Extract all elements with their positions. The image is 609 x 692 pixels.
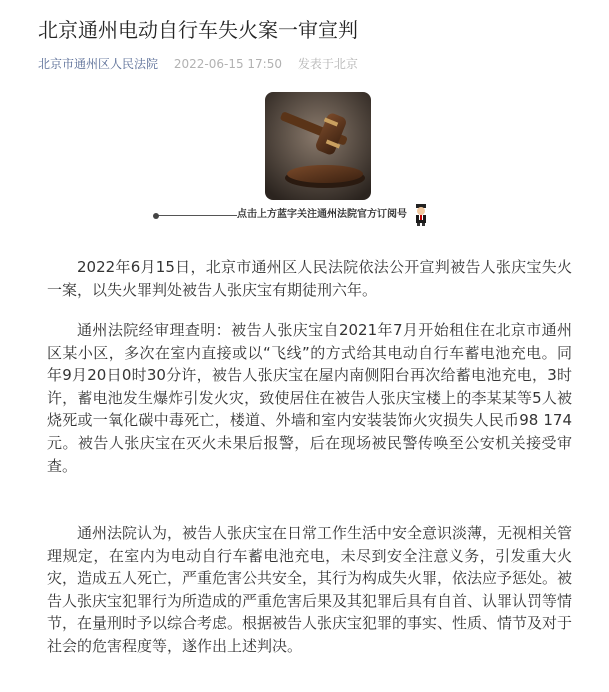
article-meta: [38, 56, 358, 72]
account-name-link[interactable]: 北京市通州区人民法院: [38, 57, 159, 71]
banner-divider: [155, 215, 237, 216]
article-paragraph: 2022年6月15日，北京市通州区人民法院依法公开宣判被告人张庆宝失火一案，以失火罪判处被告人张庆宝有期徒刑六年。: [47, 258, 572, 299]
subscribe-banner[interactable]: [155, 92, 455, 227]
article-paragraph: 通州法院认为，被告人张庆宝在日常工作生活中安全意识淡薄，无视相关管理规定，在室内为电动自行车蓄电池充电，未尽到安全注意义务，引发重大火灾，造成五人死亡，严重危害公共安全，其行为构成失火罪，依法应予惩处。被告人张庆宝犯罪行为所造成的严重危害后果及其犯罪后具有自首、认罪认罚等情节，在量刑时予以综合考虑。根据被告人张庆宝犯罪的事实、性质、情节及对于社会的危害程度等，遂作出上述判决。: [47, 524, 573, 655]
gavel-icon: [265, 92, 371, 200]
banner-caption: 点击上方蓝字关注通州法院官方订阅号: [237, 209, 407, 220]
publish-date: 2022-06-15 17:50: [173, 57, 282, 71]
article-paragraph: 通州法院经审理查明：被告人张庆宝自2021年7月开始租住在北京市通州区某小区，多次在室内直接或以“飞线”的方式给其电动自行车蓄电池充电。同年9月20日0时30分许，被告人张庆宝在屋内南侧阳台再次给蓄电池充电，3时许，蓄电池发生爆炸引发火灾，致使居住在被告人张庆宝楼上的李某某等5人被烧死或一氧化碳中毒死亡，楼道、外墙和室内安装装饰火灾损失人民币98 174元。被告人张庆宝在灭火未果后报警，后在现场被民警传唤至公安机关接受审查。: [47, 321, 572, 475]
article-title: 北京通州电动自行车失火案一审宣判: [38, 18, 358, 42]
cartoon-figure-icon: [413, 204, 429, 226]
publish-location: 发表于北京: [297, 57, 358, 71]
